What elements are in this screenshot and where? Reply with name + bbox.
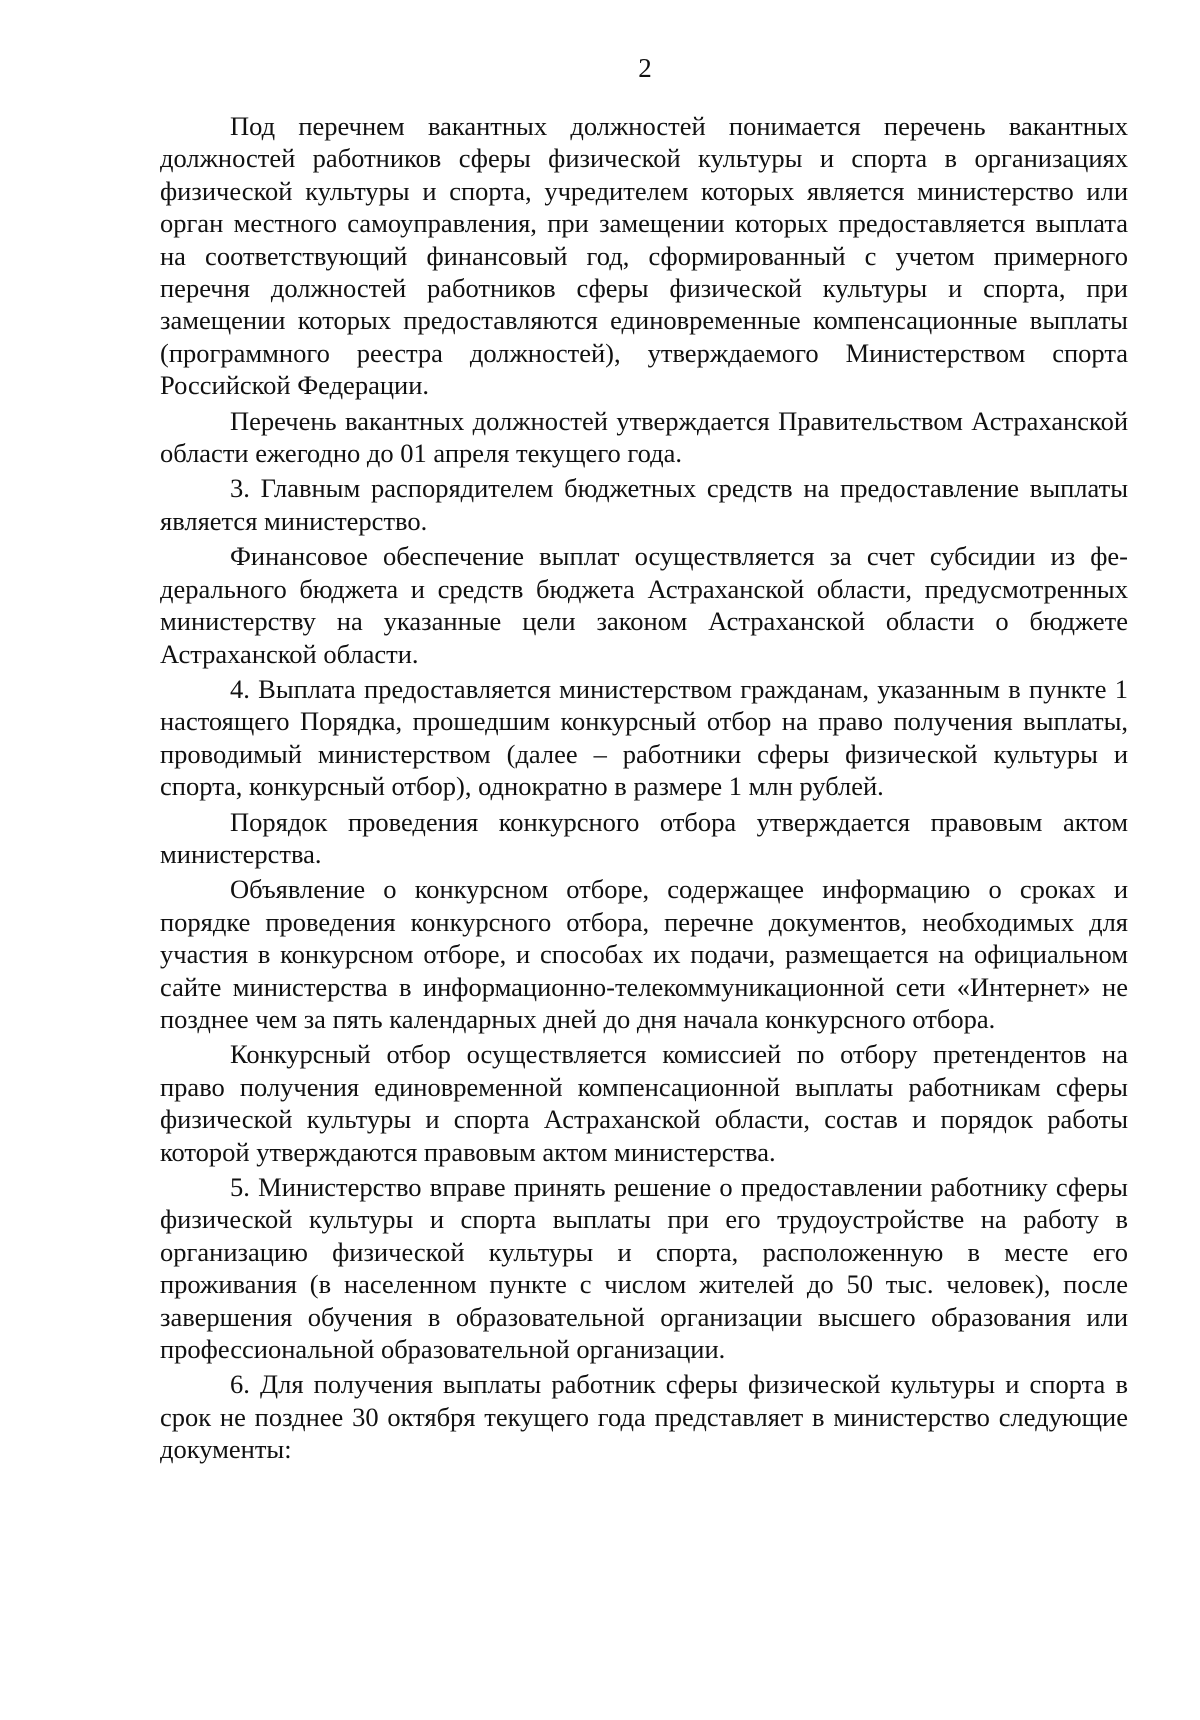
paragraph-competition-commission: Конкурсный отбор осуществляется комиссией по отбору претендентов на право получения единовременной компенсационной выплаты работникам сферы физической культуры и спорта Астраханской области, состав и порядок работы которой утверждаются правовым актом министерства. bbox=[160, 1039, 1128, 1167]
paragraph-financial-support: Финансовое обеспечение выплат осуществляется за счет субсидии из федерального бюджета и средств бюджета Астраханской области, предусмотренных министерству на указанные цели законом Астраханской области о бюджете Астраханской области. bbox=[160, 541, 1128, 669]
paragraph-4-payment-provision: 4. Выплата предоставляется министерством гражданам, указанным в пункте 1 настоящего Порядка, прошедшим конкурсный отбор на право получения выплаты, проводимый министерством (далее – работники сферы физической культуры и спорта, конкурсный отбор), однократно в размере 1 млн рублей. bbox=[160, 673, 1128, 802]
paragraph-competition-procedure: Порядок проведения конкурсного отбора утверждается правовым актом министерства. bbox=[160, 806, 1128, 869]
paragraph-6-documents-submission: 6. Для получения выплаты работник сферы физической культуры и спорта в срок не позднее 30 октября текущего года представляет в министерство следующие документы: bbox=[160, 1369, 1128, 1465]
paragraph-vacancy-list-approval: Перечень вакантных должностей утверждается Правительством Астраханской области ежегодно до 01 апреля текущего года. bbox=[160, 405, 1128, 469]
document-body bbox=[160, 110, 1128, 1466]
paragraph-vacancy-list-definition: Под перечнем вакантных должностей понимается перечень вакантных должностей работников сферы физической культуры и спорта в организациях физической культуры и спорта, учредителем которых является министерство или орган местного самоуправления, при замещении которых предоставляется выплата на соответствующий финансовый год, сформированный с учетом примерного перечня должностей работников сферы физической культуры и спорта, при замещении которых предоставляются единовременные компенсационные выплаты (программного реестра должностей), утверждаемого Министерством спорта Российской Федерации. bbox=[160, 111, 1128, 401]
page-number: 2 bbox=[638, 53, 652, 83]
paragraph-5-ministry-decision: 5. Министерство вправе принять решение о предоставлении работнику сферы физической культуры и спорта выплаты при его трудоустройстве на работу в организацию физической культуры и спорта, расположенную в месте его проживания (в населенном пункте с числом жителей до 50 тыс. человек), после завершения обучения в образовательной организации высшего образования или профессиональной образовательной организации. bbox=[160, 1172, 1128, 1365]
paragraph-competition-announcement: Объявление о конкурсном отборе, содержащее информацию о сроках и порядке проведения конкурсного отбора, перечне документов, необходимых для участия в конкурсном отборе, и способах их подачи, размещается на официальном сайте министерства в информационно-телекоммуникационной сети «Интернет» не позднее чем за пять календарных дней до дня начала конкурсного отбора. bbox=[160, 874, 1128, 1034]
paragraph-3-budget-manager: 3. Главным распорядителем бюджетных средств на предоставление выплаты является министерство. bbox=[160, 473, 1128, 536]
